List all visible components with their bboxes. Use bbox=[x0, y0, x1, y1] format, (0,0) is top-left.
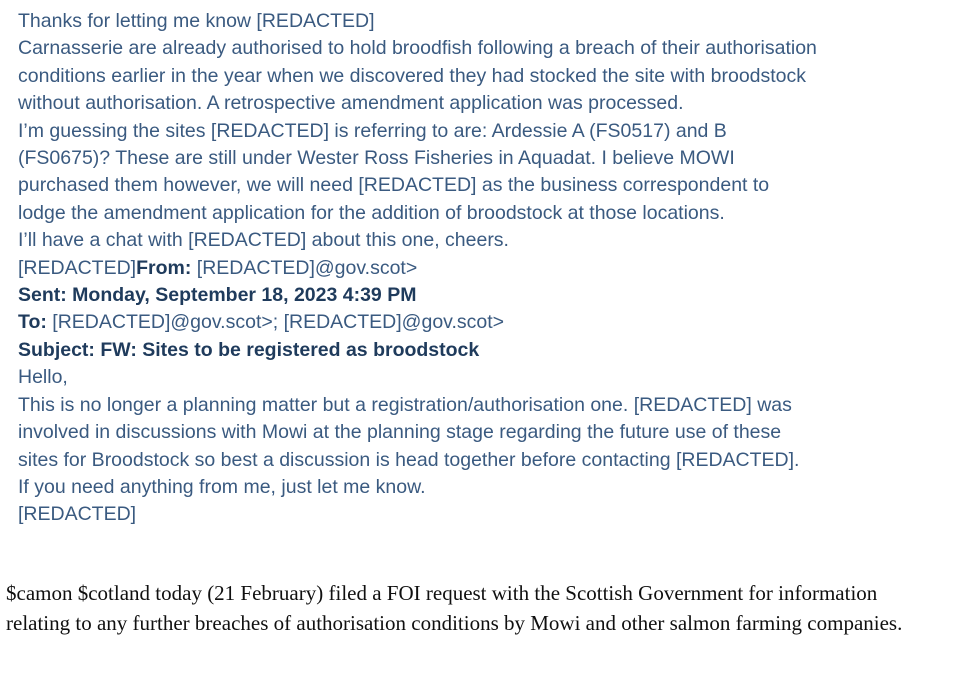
forwarded-line: sites for Broodstock so best a discussion is head together before contacting [REDACTED]. bbox=[18, 448, 800, 471]
email-body-line: I’ll have a chat with [REDACTED] about this one, cheers. bbox=[18, 229, 509, 252]
forwarded-line: involved in discussions with Mowi at the planning stage regarding the future use of these bbox=[18, 421, 782, 444]
closing-paragraph: $camon $cotland today (21 February) filed a FOI request with the Scottish Government for information relating to any further breaches of authorisation conditions by Mowi and other salmon farming companies. bbox=[6, 581, 903, 635]
email-header-subject bbox=[18, 337, 958, 364]
email-body-line: I’m guessing the sites [REDACTED] is referring to are: Ardessie A (FS0517) and B bbox=[18, 119, 727, 142]
email-body-line: without authorisation. A retrospective amendment application was processed. bbox=[18, 92, 684, 115]
header-value-subject: FW: Sites to be registered as broodstock bbox=[94, 338, 480, 361]
email-header-to bbox=[18, 309, 958, 336]
quoted-email-block bbox=[18, 8, 958, 529]
forwarded-line: This is no longer a planning matter but a registration/authorisation one. [REDACTED] was bbox=[18, 393, 792, 416]
header-value-sent: Monday, September 18, 2023 4:39 PM bbox=[66, 284, 417, 307]
email-signature: [REDACTED] bbox=[18, 256, 137, 279]
forwarded-line: [REDACTED] bbox=[18, 503, 137, 526]
forwarded-line: If you need anything from me, just let me know. bbox=[18, 475, 426, 498]
header-value-from: [REDACTED]@gov.scot> bbox=[191, 256, 418, 279]
email-body-line: conditions earlier in the year when we discovered they had stocked the site with broodstock bbox=[18, 64, 807, 87]
email-body-line: Thanks for letting me know [REDACTED] bbox=[18, 10, 375, 32]
header-label-sent: Sent: bbox=[18, 284, 67, 307]
email-body-line: Carnasserie are already authorised to hold broodfish following a breach of their authorisation bbox=[18, 37, 817, 60]
header-label-from: From: bbox=[136, 256, 192, 279]
header-label-to: To: bbox=[18, 311, 47, 334]
closing-paragraph-block bbox=[6, 578, 936, 638]
email-body-line: lodge the amendment application for the addition of broodstock at those locations. bbox=[18, 201, 725, 224]
header-value-to: [REDACTED]@gov.scot>; [REDACTED]@gov.scot> bbox=[46, 311, 505, 334]
forwarded-line: Hello, bbox=[18, 366, 68, 389]
email-body-line: purchased them however, we will need [REDACTED] as the business correspondent to bbox=[18, 174, 770, 197]
email-header-sent bbox=[18, 282, 958, 309]
header-label-subject: Subject: bbox=[18, 338, 95, 361]
email-body-line: (FS0675)? These are still under Wester Ross Fisheries in Aquadat. I believe MOWI bbox=[18, 147, 735, 170]
email-header-from bbox=[18, 255, 958, 282]
